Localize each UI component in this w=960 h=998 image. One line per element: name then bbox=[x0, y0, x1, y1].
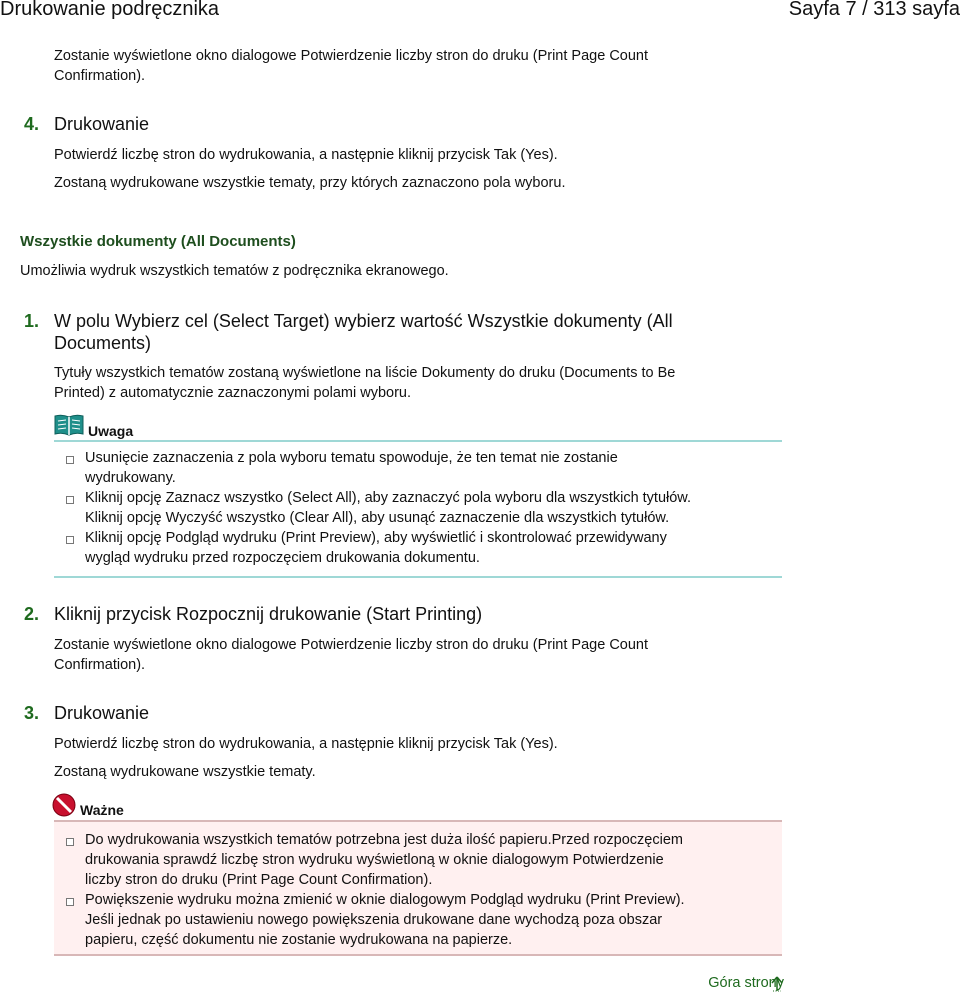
note-item: Kliknij opcję Zaznacz wszystko (Select All), aby zaznaczyć pola wyboru dla wszystkich tytułów. bbox=[85, 490, 692, 506]
step-text: Zostaną wydrukowane wszystkie tematy, przy których zaznaczono pola wyboru. bbox=[54, 175, 566, 191]
step-title: W polu Wybierz cel (Select Target) wybierz wartość Wszystkie dokumenty (All bbox=[54, 311, 673, 331]
note-label: Uwaga bbox=[88, 423, 134, 439]
step-number: 3. bbox=[24, 703, 40, 723]
important-item: Powiększenie wydruku można zmienić w oknie dialogowym Podgląd wydruku (Print Preview). bbox=[85, 892, 685, 908]
step-title: Drukowanie bbox=[54, 703, 150, 723]
note-item: Usunięcie zaznaczenia z pola wyboru tematu spowoduje, że ten temat nie zostanie bbox=[85, 450, 618, 466]
step-text: Tytuły wszystkich tematów zostaną wyświetlone na liście Dokumenty do druku (Documents to Be bbox=[54, 365, 676, 381]
important-item: liczby stron do druku (Print Page Count Confirmation). bbox=[85, 872, 433, 888]
important-item: papieru, część dokumentu nie zostanie wydrukowana na papierze. bbox=[85, 932, 513, 948]
bullet-icon bbox=[66, 838, 74, 846]
note-item: Kliknij opcję Podgląd wydruku (Print Preview), aby wyświetlić i skontrolować przewidywany bbox=[85, 530, 667, 546]
step-number: 1. bbox=[24, 311, 40, 331]
note-item: wydrukowany. bbox=[85, 470, 176, 486]
step-title: Documents) bbox=[54, 333, 152, 353]
bullet-icon bbox=[66, 898, 74, 906]
bullet-icon bbox=[66, 456, 74, 464]
intro-line-1: Zostanie wyświetlone okno dialogowe Potwierdzenie liczby stron do druku (Print Page Count bbox=[54, 48, 649, 64]
step-text: Zostaną wydrukowane wszystkie tematy. bbox=[54, 764, 316, 780]
step-text: Confirmation). bbox=[54, 657, 146, 673]
step-number: 4. bbox=[24, 114, 40, 134]
important-item: drukowania sprawdź liczbę stron wydruku wyświetloną w oknie dialogowym Potwierdzenie bbox=[85, 852, 664, 868]
document-title: Drukowanie podręcznika bbox=[0, 0, 220, 20]
step-number: 2. bbox=[24, 604, 40, 624]
bullet-icon bbox=[66, 496, 74, 504]
step-title: Kliknij przycisk Rozpocznij drukowanie (Start Printing) bbox=[54, 604, 483, 624]
section-heading: Wszystkie dokumenty (All Documents) bbox=[20, 233, 296, 250]
warning-stop-icon bbox=[52, 793, 76, 822]
step-text: Zostanie wyświetlone okno dialogowe Potwierdzenie liczby stron do druku (Print Page Count bbox=[54, 637, 649, 653]
step-text: Potwierdź liczbę stron do wydrukowania, a następnie kliknij przycisk Tak (Yes). bbox=[54, 147, 558, 163]
arrow-up-icon[interactable] bbox=[771, 976, 783, 997]
step-title: Drukowanie bbox=[54, 114, 150, 134]
note-item: wygląd wydruku przed rozpoczęciem drukowania dokumentu. bbox=[85, 550, 480, 566]
important-item: Jeśli jednak po ustawieniu nowego powiększenia drukowane dane wychodzą poza obszar bbox=[85, 912, 663, 928]
step-text: Printed) z automatycznie zaznaczonymi polami wyboru. bbox=[54, 385, 412, 401]
note-divider bbox=[54, 440, 782, 442]
note-item: Kliknij opcję Wyczyść wszystko (Clear All), aby usunąć zaznaczenie dla wszystkich tytułów. bbox=[85, 510, 670, 526]
bullet-icon bbox=[66, 536, 74, 544]
important-item: Do wydrukowania wszystkich tematów potrzebna jest duża ilość papieru.Przed rozpoczęciem bbox=[85, 832, 683, 848]
intro-line-2: Confirmation). bbox=[54, 68, 146, 84]
important-label: Ważne bbox=[80, 802, 124, 818]
important-box bbox=[54, 820, 782, 956]
page-indicator: Sayfa 7 / 313 sayfa bbox=[788, 0, 960, 20]
back-to-top-label[interactable]: Góra strony bbox=[708, 975, 784, 991]
section-description: Umożliwia wydruk wszystkich tematów z podręcznika ekranowego. bbox=[20, 263, 449, 279]
note-book-icon bbox=[54, 414, 84, 441]
step-text: Potwierdź liczbę stron do wydrukowania, a następnie kliknij przycisk Tak (Yes). bbox=[54, 736, 558, 752]
note-box bbox=[54, 414, 782, 578]
